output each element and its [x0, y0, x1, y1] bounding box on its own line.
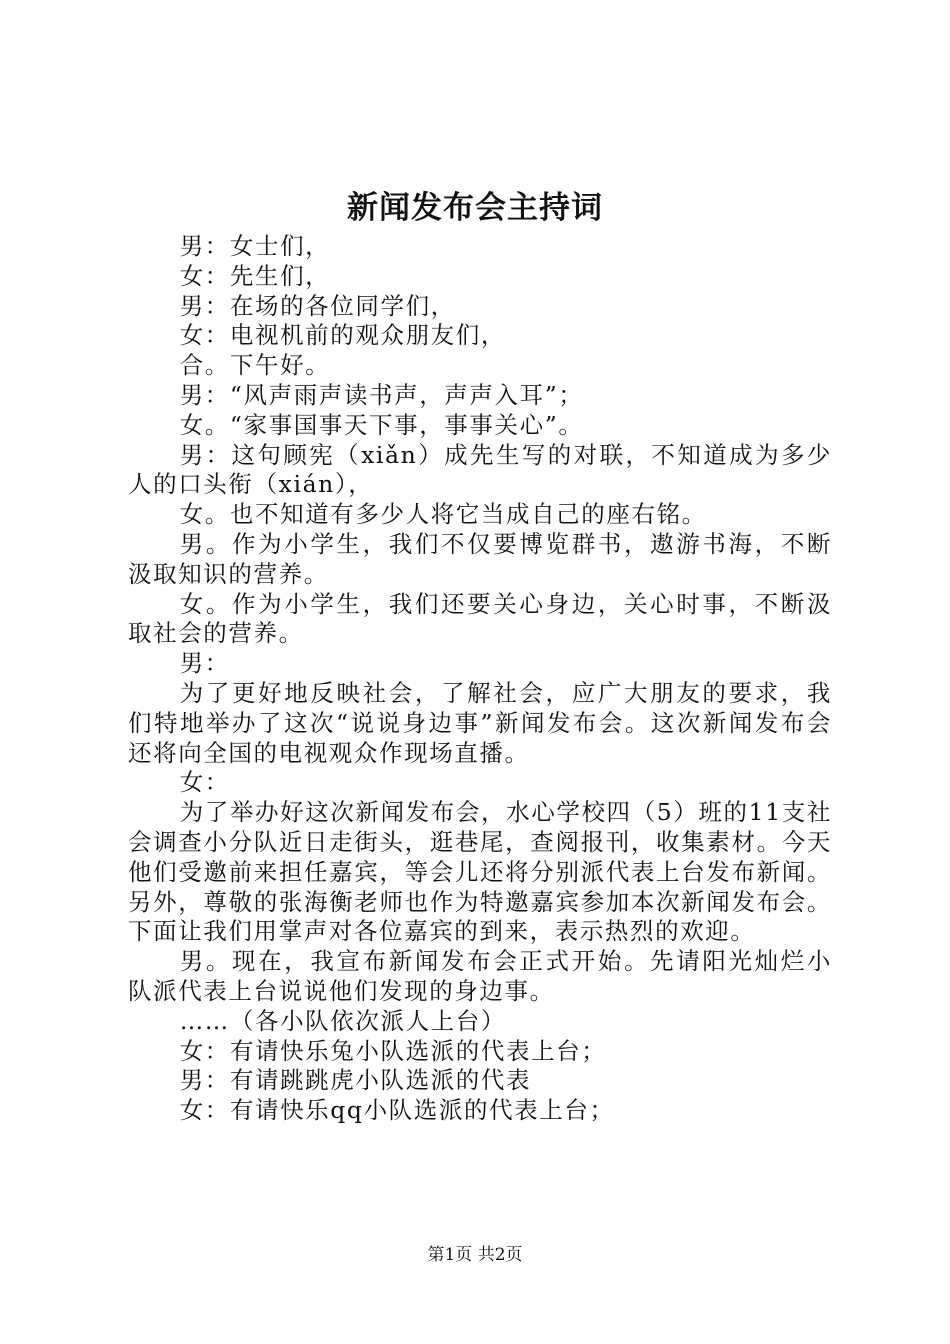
paragraph: 男：在场的各位同学们， — [179, 291, 456, 320]
paragraph: 女。作为小学生，我们还要关心身边，关心时事，不断汲取社会的营养。 — [128, 589, 832, 648]
paragraph: 男： — [179, 649, 230, 678]
paragraph: 男。作为小学生，我们不仅要博览群书，遨游书海，不断汲取知识的营养。 — [128, 529, 832, 588]
paragraph: ……（各小队依次派人上台） — [179, 1006, 506, 1035]
paragraph: 男：这句顾宪（xiǎn）成先生写的对联，不知道成为多少人的口头衔（xián）， — [128, 440, 832, 499]
paragraph: 男：“风声雨声读书声，声声入耳”； — [179, 380, 584, 409]
paragraph: 女。也不知道有多少人将它当成自己的座右铭。 — [179, 500, 707, 529]
paragraph: 女：电视机前的观众朋友们， — [179, 321, 506, 350]
paragraph: 男：有请跳跳虎小队选派的代表 — [179, 1066, 532, 1095]
paragraph: 女：先生们， — [179, 261, 331, 290]
paragraph: 女： — [179, 768, 230, 797]
paragraph: 合。下午好。 — [179, 351, 331, 380]
page-number-footer: 第1页 共2页 — [427, 1245, 523, 1265]
paragraph: 为了更好地反映社会，了解社会，应广大朋友的要求，我们特地举办了这次“说说身边事”新闻发布会。这次新闻发布会还将向全国的电视观众作现场直播。 — [128, 678, 832, 767]
paragraph: 男：女士们， — [179, 232, 331, 260]
paragraph: 男。现在，我宣布新闻发布会正式开始。先请阳光灿烂小队派代表上台说说他们发现的身边事。 — [128, 947, 832, 1005]
paragraph: 女。“家事国事天下事，事事关心”。 — [179, 410, 584, 439]
document-body — [128, 232, 832, 1126]
paragraph: 女：有请快乐兔小队选派的代表上台； — [179, 1036, 607, 1065]
paragraph: 女：有请快乐qq小队选派的代表上台； — [179, 1096, 615, 1125]
paragraph: 为了举办好这次新闻发布会，水心学校四（5）班的11支社会调查小分队近日走街头，逛巷尾，查阅报刊，收集素材。今天他们受邀前来担任嘉宾，等会儿还将分别派代表上台发布新闻。另外，尊敬的张海衡老师也作为特邀嘉宾参加本次新闻发布会。下面让我们用掌声对各位嘉宾的到来，表示热烈的欢迎。 — [128, 798, 832, 946]
document-title: 新闻发布会主持词 — [347, 190, 603, 226]
